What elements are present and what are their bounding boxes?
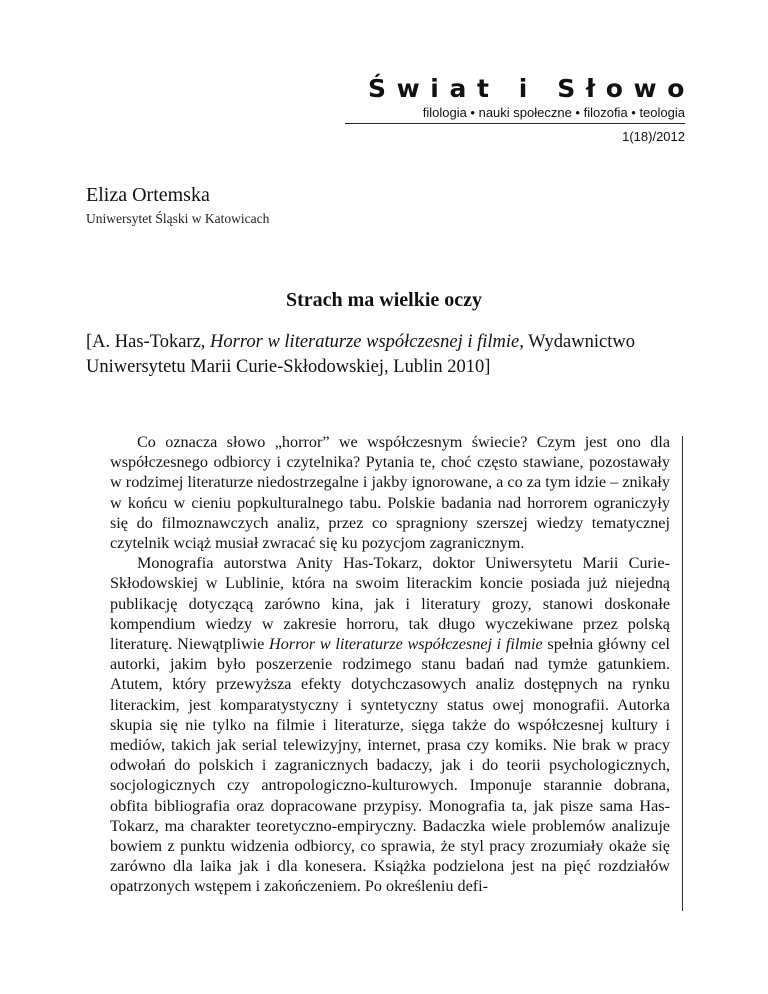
- reviewed-book-reference: [86, 330, 686, 380]
- body-paragraph-1: Co oznacza słowo „horror” we współczesnym świecie? Czym jest ono dla współczesnego odbiorcy i czytelnika? Pytania te, choć często stawiane, pozostawały w rodzimej literaturze niedostrzegalne i jakby ignorowane, a co za tym idzie – znikały w końcu w cieniu popkulturalnego tabu. Polskie badania nad horrorem ograniczyły się do filmoznawczych analiz, przez co spragniony szerszej wiedzy tematycznej czytelnik wciąż musiał zwracać się ku pozycjom zagranicznym.: [110, 433, 670, 553]
- reference-book-title: Horror w literaturze współczesnej i filmie,: [210, 332, 524, 352]
- journal-header: [345, 74, 695, 124]
- paragraph-2-book-title: Horror w literaturze współczesnej i filmie: [269, 635, 543, 654]
- header-divider: [345, 123, 685, 124]
- author-name: Eliza Ortemska: [86, 184, 210, 206]
- margin-rule: [682, 436, 683, 911]
- author-affiliation: Uniwersytet Śląski w Katowicach: [86, 211, 270, 226]
- journal-subtitle: filologia • nauki społeczne • filozofia • teologia: [422, 105, 685, 120]
- article-body: [110, 432, 670, 897]
- paragraph-2-text-start: Monografia autorstwa Anity Has-Tokarz, doktor Uniwersytetu Marii Curie-Skłodowskiej w Lublinie, która na swoim literackim koncie posiada już niejedną publikację dotyczącą zarówno kina, jak i literatury grozy, stanowi doskonałe kompendium wiedzy w zakresie horroru, tak długo wyczekiwane przez polską literaturę. Niewątpliwie: [110, 554, 670, 654]
- body-paragraph-2: [110, 553, 670, 896]
- journal-title: Świat i Słowo: [368, 74, 695, 103]
- reference-suffix: Wydawnictwo Uniwersytetu Marii Curie-Skłodowskiej, Lublin 2010]: [86, 332, 635, 377]
- issue-number: 1(18)/2012: [622, 129, 685, 144]
- paragraph-2-text-end: spełnia główny cel autorki, jakim było poszerzenie rodzimego stanu badań nad tymże gatunkiem. Atutem, który przewyższa efekty dotychczasowych analiz dostępnych na rynku literackim, jest komparatystyczny i syntetyczny status owej monografii. Autorka skupia się nie tylko na filmie i literaturze, sięga także do współczesnej kultury i mediów, takich jak serial telewizyjny, internet, prasa czy komiks. Nie brak w pracy odwołań do polskich i zagranicznych badaczy, jak i do teorii psychologicznych, socjologicznych czy antropologiczno-kulturowych. Imponuje starannie dobrana, obfita bibliografia oraz dopracowane przypisy. Monografia ta, jak pisze sama Has-Tokarz, ma charakter teoretyczno-empiryczny. Badaczka wiele problemów analizuje bowiem z punktu widzenia odbiorcy, co sprawia, że styl pracy zrozumiały okaże się zarówno dla laika jak i dla konesera. Książka podzielona jest na pięć rozdziałów opatrzonych wstępem i zakończeniem. Po określeniu defi-: [110, 635, 671, 896]
- reference-prefix: [A. Has-Tokarz,: [86, 332, 211, 352]
- article-title: Strach ma wielkie oczy: [285, 289, 483, 311]
